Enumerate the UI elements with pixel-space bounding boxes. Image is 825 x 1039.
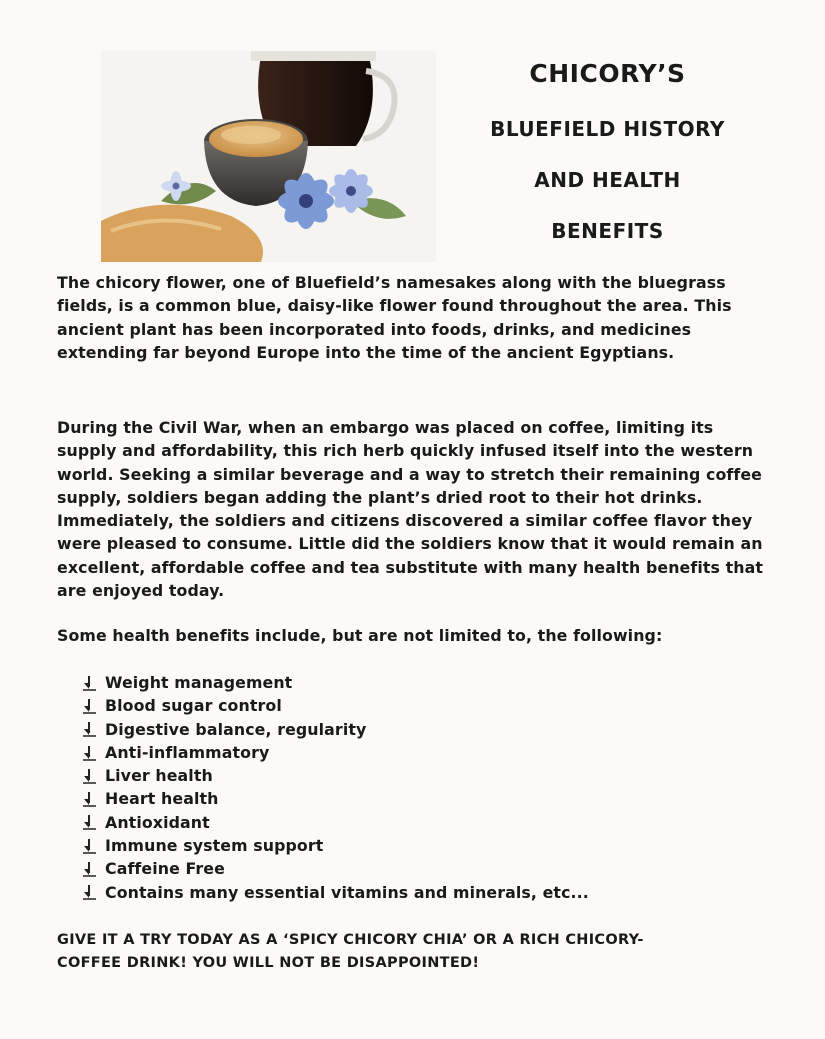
list-item [80,741,589,764]
list-item [80,881,589,904]
down-arrow-icon [80,791,99,807]
paragraph-text: During the Civil War, when an embargo was placed on coffee, limiting its supply and affordability, this rich herb quickly infused itself into the western world. Seeking a similar beverage and a way to stretch their remaining coffee supply, soldiers began adding the plant’s dried root to their hot drinks. Immediately, the soldiers and citizens discovered a similar coffee flavor they were pleased to consume. Little did the soldiers know that it would remain an excellent, affordable coffee and tea substitute with many health benefits that are enjoyed today. [57,418,764,601]
subtitle-line-1: BLUEFIELD HISTORY [490,117,725,141]
list-item [80,857,589,880]
page-title: CHICORY’S [529,59,686,88]
benefit-label: Immune system support [105,836,324,856]
intro-text: Some health benefits include, but are not limited to, the following: [57,626,663,645]
chicory-photo [101,51,436,262]
cta-line-2: COFFEE DRINK! YOU WILL NOT BE DISAPPOINTED! [57,955,480,971]
benefit-label: Digestive balance, regularity [105,719,367,739]
history-paragraph-1 [57,271,777,364]
benefits-list [80,671,589,904]
down-arrow-icon [80,675,99,691]
benefit-label: Anti-inflammatory [105,742,270,762]
down-arrow-icon [80,698,99,714]
benefit-label: Weight management [105,673,293,692]
down-arrow-icon [80,721,99,737]
history-paragraph-2 [57,416,777,602]
paragraph-text: The chicory flower, one of Bluefield’s namesakes along with the bluegrass fields, is a common blue, daisy-like flower found throughout the area. This ancient plant has been incorporated into foods, drinks, and medicines extending far beyond Europe into the time of the ancient Egyptians. [57,273,732,362]
benefit-label: Liver health [105,766,213,786]
down-arrow-icon [80,884,99,900]
cta-line-1: GIVE IT A TRY TODAY AS A ‘SPICY CHICORY CHIA’ OR A RICH CHICORY- [57,932,644,948]
list-item [80,718,589,741]
benefit-label: Heart health [105,789,219,809]
call-to-action [57,929,777,975]
down-arrow-icon [80,838,99,854]
benefits-intro [57,624,777,647]
list-item [80,787,589,810]
subtitle-line-2: AND HEALTH [534,168,681,192]
list-item [80,764,589,787]
list-item [80,811,589,834]
list-item [80,671,589,694]
down-arrow-icon [80,768,99,784]
benefit-label: Blood sugar control [105,696,282,716]
benefit-label: Contains many essential vitamins and minerals, etc... [105,882,589,902]
list-item [80,694,589,717]
down-arrow-icon [80,745,99,761]
benefit-label: Antioxidant [105,812,210,832]
list-item [80,834,589,857]
title-block [455,52,760,257]
chicory-photo-illustration [101,51,436,262]
down-arrow-icon [80,814,99,830]
subtitle-line-3: BENEFITS [551,219,664,243]
benefit-label: Caffeine Free [105,859,225,879]
down-arrow-icon [80,861,99,877]
